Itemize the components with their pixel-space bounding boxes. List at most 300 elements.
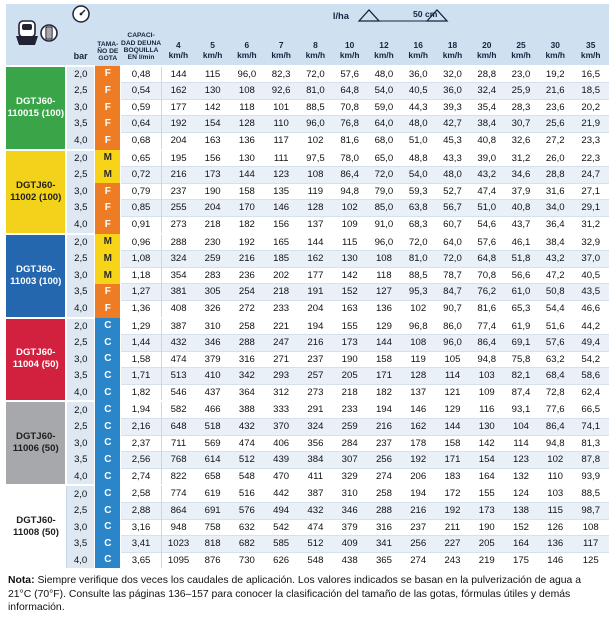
rate-cell: 233 [333, 401, 367, 418]
rate-cell: 40,5 [401, 83, 435, 100]
rate-cell: 387 [161, 318, 195, 335]
rate-cell: 171 [435, 452, 469, 469]
speed-header-10 [333, 27, 367, 66]
rate-cell: 50,8 [538, 284, 572, 301]
rate-cell: 84,7 [435, 284, 469, 301]
rate-cell: 28,8 [470, 66, 504, 83]
rate-cell: 619 [195, 485, 229, 502]
rate-cell: 437 [195, 384, 229, 401]
rate-cell: 258 [230, 318, 264, 335]
table-row [6, 300, 609, 317]
lha-label: l/ha [332, 9, 349, 21]
rate-cell: 34,0 [538, 200, 572, 217]
rate-cell: 87,8 [572, 452, 609, 469]
rate-cell: 409 [333, 536, 367, 553]
nozzle-model-label: DGTJ60-11002 (100) [6, 150, 66, 234]
rate-cell: 94,8 [538, 435, 572, 452]
rate-cell: 138 [504, 503, 538, 520]
capacity-cell: 0,79 [121, 183, 161, 200]
rate-cell: 64,8 [333, 83, 367, 100]
rate-cell: 182 [230, 216, 264, 233]
drop-size-cell: F [95, 216, 121, 233]
rate-cell: 411 [298, 468, 332, 485]
rate-cell: 256 [367, 452, 401, 469]
speed-header-16 [401, 27, 435, 66]
pressure-cell: 2,0 [66, 485, 94, 502]
rate-cell: 152 [333, 284, 367, 301]
rate-cell: 546 [161, 384, 195, 401]
rate-cell: 326 [195, 300, 229, 317]
rate-cell: 273 [298, 384, 332, 401]
rate-cell: 26,0 [538, 150, 572, 167]
rate-cell: 237 [298, 351, 332, 368]
rate-cell: 466 [195, 401, 229, 418]
rate-cell: 542 [264, 519, 298, 536]
rate-cell: 513 [161, 368, 195, 385]
rate-cell: 110 [264, 116, 298, 133]
drop-size-cell: C [95, 368, 121, 385]
rate-cell: 146 [401, 401, 435, 418]
rate-cell: 342 [230, 368, 264, 385]
rate-cell: 129 [367, 318, 401, 335]
rate-cell: 40,8 [470, 132, 504, 149]
rate-cell: 548 [298, 552, 332, 568]
table-row [6, 83, 609, 100]
rate-cell: 408 [161, 300, 195, 317]
rate-cell: 512 [298, 536, 332, 553]
rate-cell: 27,2 [538, 132, 572, 149]
rate-cell: 341 [367, 536, 401, 553]
table-row [6, 66, 609, 83]
rate-cell: 243 [435, 552, 469, 568]
speed-value: 10 [345, 40, 355, 51]
rate-cell: 59,3 [401, 183, 435, 200]
speed-value: 4 [176, 40, 181, 51]
pressure-cell: 3,0 [66, 99, 94, 116]
speed-unit: km/h [374, 50, 394, 60]
speed-value: 6 [244, 40, 250, 51]
rate-cell: 219 [470, 552, 504, 568]
rate-cell: 29,1 [572, 200, 609, 217]
drop-size-cell: M [95, 267, 121, 284]
capacity-cell: 1,29 [121, 318, 161, 335]
capacity-cell: 2,16 [121, 419, 161, 436]
table-row [6, 183, 609, 200]
pressure-cell: 2,0 [66, 318, 94, 335]
nozzle-model-label: DGTJ60-11008 (50) [6, 485, 66, 568]
rate-cell: 758 [195, 519, 229, 536]
rate-cell: 162 [401, 419, 435, 436]
table-row [6, 216, 609, 233]
rate-cell: 132 [504, 468, 538, 485]
speed-unit: km/h [202, 50, 223, 60]
rate-cell: 190 [333, 351, 367, 368]
speed-header-18 [435, 27, 469, 66]
rate-cell: 312 [264, 384, 298, 401]
pressure-cell: 2,5 [66, 167, 94, 184]
rate-cell: 164 [504, 536, 538, 553]
rate-cell: 115 [538, 503, 572, 520]
rate-cell: 124 [504, 485, 538, 502]
rate-cell: 82,3 [264, 66, 298, 83]
pressure-cell: 3,0 [66, 183, 94, 200]
rate-cell: 291 [298, 401, 332, 418]
speed-unit: km/h [339, 50, 360, 60]
drop-size-header: TAMA-ÑO DE GOTA [95, 4, 121, 66]
rate-cell: 123 [504, 452, 538, 469]
rate-cell: 432 [161, 335, 195, 352]
pressure-cell: 3,0 [66, 435, 94, 452]
table-row [6, 335, 609, 352]
table-row [6, 284, 609, 301]
bar-header: bar [66, 27, 94, 66]
rate-cell: 439 [264, 452, 298, 469]
rate-cell: 632 [230, 519, 264, 536]
rate-cell: 108 [367, 251, 401, 268]
pressure-cell: 3,5 [66, 452, 94, 469]
rate-cell: 144 [230, 167, 264, 184]
rate-cell: 31,2 [572, 216, 609, 233]
rate-cell: 163 [195, 132, 229, 149]
rate-cell: 109 [470, 384, 504, 401]
rate-cell: 97,5 [298, 150, 332, 167]
rate-cell: 128 [230, 116, 264, 133]
rate-cell: 94,8 [333, 183, 367, 200]
rate-cell: 43,5 [572, 284, 609, 301]
rate-cell: 164 [470, 468, 504, 485]
pressure-cell: 4,0 [66, 552, 94, 568]
rate-cell: 257 [298, 368, 332, 385]
rate-cell: 432 [298, 503, 332, 520]
drop-size-cell: F [95, 284, 121, 301]
rate-cell: 254 [230, 284, 264, 301]
drop-size-cell: C [95, 536, 121, 553]
rate-cell: 310 [195, 318, 229, 335]
rate-cell: 125 [572, 552, 609, 568]
rate-cell: 43,7 [504, 216, 538, 233]
rate-cell: 136 [367, 300, 401, 317]
rate-cell: 32,0 [435, 66, 469, 83]
nozzle-model-label: DGTJ60-11004 (50) [6, 318, 66, 402]
rate-cell: 204 [298, 300, 332, 317]
rate-cell: 72,0 [298, 66, 332, 83]
rate-cell: 57,6 [333, 66, 367, 83]
rate-cell: 470 [264, 468, 298, 485]
nozzle-model-label: DGTJ60-11003 (100) [6, 234, 66, 318]
rate-cell: 142 [333, 267, 367, 284]
capacity-cell: 1,82 [121, 384, 161, 401]
rate-cell: 118 [230, 99, 264, 116]
rate-cell: 81,6 [470, 300, 504, 317]
table-row [6, 99, 609, 116]
rate-cell: 108 [298, 167, 332, 184]
pressure-cell: 2,0 [66, 401, 94, 418]
rate-cell: 512 [230, 452, 264, 469]
nozzle-model-label: DGTJ60-11006 (50) [6, 401, 66, 485]
speed-header-12 [367, 27, 401, 66]
rate-cell: 61,9 [504, 318, 538, 335]
rate-cell: 136 [538, 536, 572, 553]
pressure-cell: 3,5 [66, 368, 94, 385]
speed-header-25 [504, 27, 538, 66]
rate-cell: 255 [161, 200, 195, 217]
pressure-gauge-icon [71, 4, 91, 24]
rate-cell: 87,4 [504, 384, 538, 401]
rate-cell: 47,4 [470, 183, 504, 200]
rate-cell: 768 [161, 452, 195, 469]
speed-unit: km/h [476, 50, 497, 60]
rate-cell: 51,0 [470, 200, 504, 217]
drop-size-cell: F [95, 116, 121, 133]
speed-value: 35 [586, 40, 596, 51]
pressure-cell: 2,5 [66, 83, 94, 100]
rate-cell: 31,2 [504, 150, 538, 167]
rate-cell: 91,0 [367, 216, 401, 233]
capacity-cell: 2,58 [121, 485, 161, 502]
rate-cell: 54,0 [401, 167, 435, 184]
rate-cell: 66,5 [572, 401, 609, 418]
rate-cell: 216 [367, 419, 401, 436]
rate-cell: 237 [161, 183, 195, 200]
rate-cell: 31,6 [538, 183, 572, 200]
rate-cell: 36,0 [435, 83, 469, 100]
rate-cell: 218 [264, 284, 298, 301]
rate-cell: 19,2 [538, 66, 572, 83]
speed-value: 16 [413, 40, 423, 51]
note-label: Nota: [8, 575, 35, 586]
rate-cell: 37,9 [504, 183, 538, 200]
rate-cell: 104 [504, 419, 538, 436]
speed-header-4 [161, 27, 195, 66]
capacity-cell: 1,58 [121, 351, 161, 368]
rate-cell: 658 [195, 468, 229, 485]
table-row [6, 384, 609, 401]
rate-cell: 310 [333, 485, 367, 502]
rate-cell: 130 [195, 83, 229, 100]
rate-cell: 38,4 [470, 116, 504, 133]
capacity-cell: 3,65 [121, 552, 161, 568]
rate-cell: 648 [161, 419, 195, 436]
rate-cell: 116 [470, 401, 504, 418]
rate-cell: 364 [230, 384, 264, 401]
rate-cell: 43,2 [470, 167, 504, 184]
rate-cell: 218 [333, 384, 367, 401]
rate-cell: 78,0 [333, 150, 367, 167]
rate-cell: 121 [435, 384, 469, 401]
rate-cell: 65,0 [367, 150, 401, 167]
table-row [6, 351, 609, 368]
rate-cell: 381 [161, 284, 195, 301]
drop-size-cell: C [95, 384, 121, 401]
rate-cell: 172 [435, 485, 469, 502]
speed-unit: km/h [545, 50, 566, 60]
rate-cell: 46,6 [572, 300, 609, 317]
rate-cell: 36,0 [401, 66, 435, 83]
rate-cell: 162 [298, 251, 332, 268]
rate-cell: 142 [195, 99, 229, 116]
speed-value: 8 [313, 40, 318, 51]
pressure-cell: 2,0 [66, 234, 94, 251]
capacity-cell: 0,68 [121, 132, 161, 149]
spacing-label: 50 cm [413, 9, 438, 19]
drop-size-cell: C [95, 452, 121, 469]
rate-cell: 191 [298, 284, 332, 301]
rate-cell: 204 [161, 132, 195, 149]
capacity-cell: 2,88 [121, 503, 161, 520]
rate-cell: 154 [470, 452, 504, 469]
rate-cell: 163 [333, 300, 367, 317]
rate-cell: 293 [264, 368, 298, 385]
rate-cell: 128 [298, 200, 332, 217]
rate-cell: 216 [161, 167, 195, 184]
rate-cell: 52,7 [435, 183, 469, 200]
rate-cell: 173 [470, 503, 504, 520]
spray-pattern-icon [355, 7, 465, 23]
rate-cell: 236 [230, 267, 264, 284]
rate-cell: 68,4 [538, 368, 572, 385]
table-row [6, 150, 609, 167]
rate-cell: 74,1 [572, 419, 609, 436]
note-text: Siempre verifique dos veces los caudales de aplicación. Los valores indicados se basan en la pulverización de agua a 21°C (70°F). Consulte las páginas 136–157 para conocer la clasificación del tamaño de las gotas, fórmulas útiles y demás información. [8, 575, 581, 614]
pressure-cell: 3,0 [66, 351, 94, 368]
speed-header-8 [298, 27, 332, 66]
rate-cell: 39,3 [435, 99, 469, 116]
capacity-cell: 2,74 [121, 468, 161, 485]
rate-cell: 370 [264, 419, 298, 436]
rate-cell: 32,6 [504, 132, 538, 149]
rate-cell: 96,0 [230, 66, 264, 83]
capacity-cell: 1,36 [121, 300, 161, 317]
capacity-cell: 2,37 [121, 435, 161, 452]
rate-cell: 54,0 [367, 83, 401, 100]
rate-cell: 173 [333, 335, 367, 352]
rate-cell: 185 [264, 251, 298, 268]
rate-cell: 123 [264, 167, 298, 184]
rate-cell: 194 [298, 318, 332, 335]
pressure-cell: 3,5 [66, 284, 94, 301]
speed-unit: km/h [305, 50, 326, 60]
rate-cell: 474 [161, 351, 195, 368]
rate-cell: 130 [230, 150, 264, 167]
pressure-cell: 2,0 [66, 150, 94, 167]
rate-cell: 271 [264, 351, 298, 368]
rate-cell: 182 [367, 384, 401, 401]
rate-cell: 158 [230, 183, 264, 200]
rate-cell: 51,8 [504, 251, 538, 268]
rate-cell: 39,0 [470, 150, 504, 167]
rate-cell: 64,0 [367, 116, 401, 133]
rate-cell: 190 [470, 519, 504, 536]
rate-cell: 70,8 [470, 267, 504, 284]
rate-cell: 307 [333, 452, 367, 469]
rate-cell: 626 [264, 552, 298, 568]
pressure-cell: 2,5 [66, 419, 94, 436]
capacity-cell: 0,54 [121, 83, 161, 100]
rate-cell: 474 [298, 519, 332, 536]
rate-cell: 60,7 [435, 216, 469, 233]
rate-cell: 130 [470, 419, 504, 436]
rate-cell: 70,8 [333, 99, 367, 116]
rate-cell: 36,4 [538, 216, 572, 233]
rate-cell: 49,4 [572, 335, 609, 352]
pressure-cell: 2,5 [66, 503, 94, 520]
pressure-cell: 4,0 [66, 300, 94, 317]
rate-cell: 59,0 [367, 99, 401, 116]
rate-cell: 494 [264, 503, 298, 520]
rate-cell: 247 [264, 335, 298, 352]
rate-cell: 774 [161, 485, 195, 502]
rate-cell: 56,7 [435, 200, 469, 217]
drop-size-cell: F [95, 300, 121, 317]
rate-cell: 82,1 [504, 368, 538, 385]
gauge-header-cell [66, 4, 94, 27]
drop-size-cell: C [95, 401, 121, 418]
rate-cell: 101 [264, 99, 298, 116]
capacity-cell: 3,41 [121, 536, 161, 553]
rate-cell: 86,4 [470, 335, 504, 352]
rate-cell: 20,2 [572, 99, 609, 116]
rate-cell: 72,8 [538, 384, 572, 401]
rate-cell: 81,6 [333, 132, 367, 149]
drop-size-cell: C [95, 335, 121, 352]
rate-cell: 1095 [161, 552, 195, 568]
capacity-header: CAPACI-DAD DEUNA BOQUILLA EN l/min [121, 4, 161, 66]
rate-cell: 43,2 [538, 251, 572, 268]
rate-cell: 682 [230, 536, 264, 553]
rate-cell: 356 [298, 435, 332, 452]
rate-cell: 730 [230, 552, 264, 568]
rate-cell: 152 [504, 519, 538, 536]
rate-cell: 102 [298, 132, 332, 149]
pressure-cell: 4,0 [66, 216, 94, 233]
speed-header-20 [470, 27, 504, 66]
rate-cell: 51,0 [401, 132, 435, 149]
rate-cell: 410 [195, 368, 229, 385]
rate-cell: 92,6 [264, 83, 298, 100]
rate-cell: 183 [435, 468, 469, 485]
rate-cell: 227 [435, 536, 469, 553]
rate-cell: 40,5 [572, 267, 609, 284]
rate-cell: 63,8 [401, 200, 435, 217]
rate-cell: 162 [161, 83, 195, 100]
rate-cell: 111 [264, 150, 298, 167]
nozzle-header-cell [6, 4, 66, 66]
speed-value: 30 [550, 40, 560, 51]
rate-cell: 274 [367, 468, 401, 485]
rate-cell: 44,3 [401, 99, 435, 116]
rate-cell: 258 [367, 485, 401, 502]
rate-cell: 126 [538, 519, 572, 536]
rate-cell: 28,3 [504, 99, 538, 116]
rate-cell: 156 [195, 150, 229, 167]
rate-cell: 81,0 [298, 83, 332, 100]
drop-size-cell: C [95, 552, 121, 568]
capacity-cell: 0,96 [121, 234, 161, 251]
footnote [8, 574, 606, 615]
rate-cell: 272 [230, 300, 264, 317]
table-row [6, 435, 609, 452]
rate-cell: 88,5 [401, 267, 435, 284]
rate-cell: 305 [195, 284, 229, 301]
capacity-cell: 2,56 [121, 452, 161, 469]
rate-cell: 144 [367, 335, 401, 352]
rate-cell: 136 [230, 132, 264, 149]
rate-cell: 205 [333, 368, 367, 385]
rate-cell: 96,8 [401, 318, 435, 335]
rate-cell: 384 [298, 452, 332, 469]
rate-cell: 110 [538, 468, 572, 485]
rate-cell: 23,3 [572, 132, 609, 149]
